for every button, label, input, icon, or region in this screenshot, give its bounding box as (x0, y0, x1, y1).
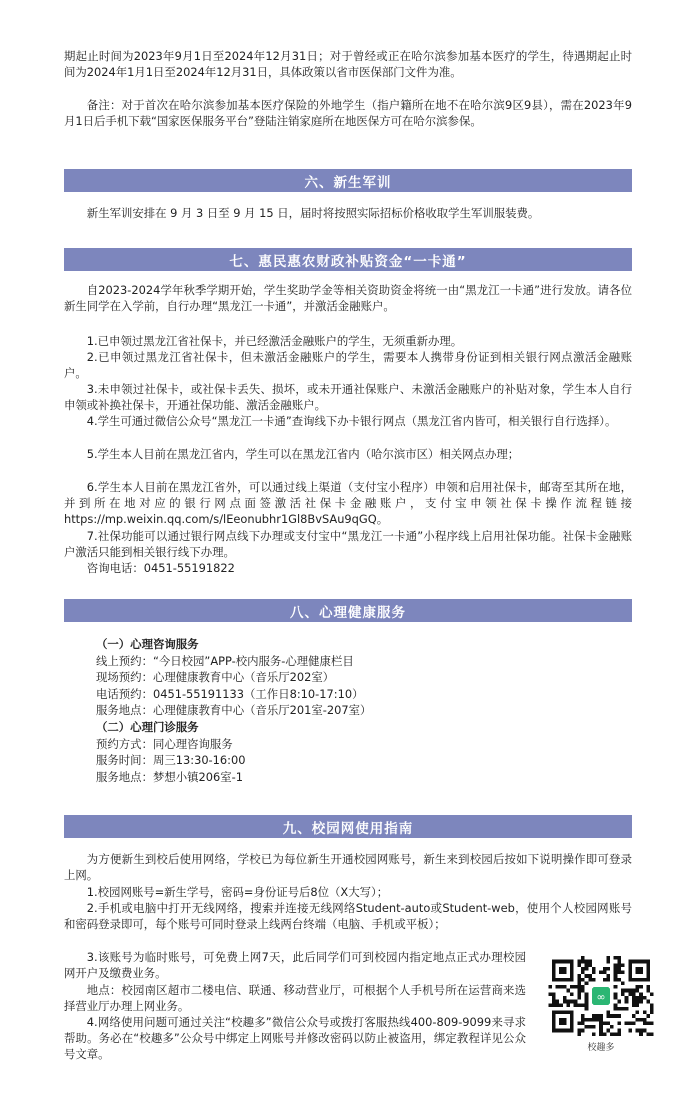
qr-cell (556, 1000, 560, 1004)
network-item-1: 1.校园网账号=新生学号，密码=身份证号后8位（X大写）； (86, 885, 389, 899)
qr-cell (628, 1021, 632, 1025)
qr-cell (614, 978, 618, 982)
qr-cell (639, 1029, 643, 1033)
qr-cell (621, 1007, 625, 1011)
clinic-booking: 预约方式：同心理咨询服务 (96, 736, 233, 751)
qr-cell (614, 992, 618, 996)
qr-cell (585, 1018, 589, 1022)
qr-cell (563, 996, 567, 1000)
qr-cell (599, 1021, 603, 1025)
qr-cell (588, 963, 592, 967)
qr-cell (636, 1011, 640, 1015)
qr-cell (617, 963, 621, 967)
qr-cell (603, 971, 607, 975)
qr-cell (548, 985, 552, 989)
qr-cell (617, 978, 621, 982)
one-card-intro: 自2023-2024学年秋季学期开始，学生奖助学金等相关资助资金将统一由“黑龙江一卡通”进行发放。请各位新生同学在入学前，自行办理“黑龙江一卡通”，并激活金融账户。 (64, 283, 632, 314)
qr-cell (581, 978, 585, 982)
section-title: 八、心理健康服务 (290, 604, 406, 621)
qr-cell (639, 985, 643, 989)
qr-cell (621, 963, 625, 967)
qr-cell (574, 985, 578, 989)
qr-cell (577, 978, 581, 982)
one-card-item-6: 6.学生本人目前在黑龙江省外，可以通过线上渠道（支付宝小程序）申领和启用社保卡，邮寄至其所在地，并到所在地对应的银行网点面签激活社保卡金融账户，支付宝申领社保卡操作流程链接https://mp.weixin.qq.com/s/lEeonubhr1Gl8BvSAu9qGQ。 (64, 480, 632, 527)
qr-cell (556, 985, 560, 989)
qr-cell (646, 989, 650, 993)
qr-cell (606, 960, 610, 964)
qr-cell (603, 1032, 607, 1036)
qr-cell (650, 1021, 654, 1025)
qr-cell (614, 963, 618, 967)
one-card-item-2: 2.已申领过黑龙江省社保卡，但未激活金融账户的学生，需要本人携带身份证到相关银行网点激活金融账户。 (64, 350, 632, 381)
qr-cell (621, 971, 625, 975)
network-item-2: 2.手机或电脑中打开无线网络，搜索并连接无线网络Student-auto或Student-web，使用个人校园网账号和密码登录即可，每个账号可同时登录上线两台终端（电脑、手机或平板）； (64, 901, 632, 932)
qr-cell (577, 974, 581, 978)
qr-cell (610, 1014, 614, 1018)
qr-cell (588, 960, 592, 964)
qr-cell (636, 996, 640, 1000)
qr-cell (639, 1018, 643, 1022)
qr-cell (606, 974, 610, 978)
qr-cell (617, 1021, 621, 1025)
counseling-online: 线上预约：“今日校园”APP-校内服务-心理健康栏目 (96, 653, 354, 668)
intro-paragraph: 期起止时间为2023年9月1日至2024年12月31日；对于曾经或正在哈尔滨参加基本医疗的学生，待遇期起止时间为2024年1月1日至2024年12月31日，具体政策以省市医保部门文件为准。 (64, 49, 632, 80)
qr-cell (588, 1025, 592, 1029)
qr-cell (614, 956, 618, 960)
qr-cell (588, 978, 592, 982)
qr-code-block (548, 956, 654, 1053)
qr-cell (577, 1021, 581, 1025)
qr-cell (559, 1003, 563, 1007)
qr-cell (646, 1021, 650, 1025)
qr-cell (617, 967, 621, 971)
qr-cell (581, 1029, 585, 1033)
qr-cell (614, 974, 618, 978)
qr-cell (548, 1003, 552, 1007)
qr-cell (625, 1021, 629, 1025)
qr-cell (577, 981, 581, 985)
qr-cell (614, 967, 618, 971)
one-card-item-4: 4.学生可通过微信公众号“黑龙江一卡通”查询线下办卡银行网点（黑龙江省内皆可，相关银行自行选择）。 (86, 414, 617, 428)
clinic-location: 服务地点：梦想小镇206室-1 (96, 769, 244, 784)
section-header-one-card (64, 248, 632, 271)
counseling-location: 服务地点：心理健康教育中心（音乐厅201室-207室） (96, 703, 372, 718)
qr-cell (581, 1003, 585, 1007)
qr-cell (566, 989, 570, 993)
qr-cell (581, 989, 585, 993)
qr-cell (650, 1032, 654, 1036)
qr-cell (548, 992, 552, 996)
qr-cell (617, 1032, 621, 1036)
qr-cell (617, 1007, 621, 1011)
qr-cell (581, 1014, 585, 1018)
qr-cell (585, 967, 589, 971)
qr-cell (603, 978, 607, 982)
network-item-3: 3.该账号为临时账号，可免费上网7天，此后同学们可到校园内指定地点正式办理校园网开户及缴费业务。 (64, 950, 526, 981)
qr-cell (577, 1029, 581, 1033)
qr-cell (625, 989, 629, 993)
qr-cell (581, 956, 585, 960)
qr-cell (632, 996, 636, 1000)
section-header-military-training (64, 169, 632, 192)
qr-cell (588, 1018, 592, 1022)
qr-cell (643, 1018, 647, 1022)
qr-cell (614, 1007, 618, 1011)
qr-cell (632, 992, 636, 996)
qr-cell (556, 1003, 560, 1007)
clinic-heading: （二）心理门诊服务 (96, 719, 199, 734)
qr-cell (577, 989, 581, 993)
section-header-mental-health (64, 599, 632, 622)
qr-cell (574, 1000, 578, 1004)
qr-cell (614, 1032, 618, 1036)
qr-cell (592, 971, 596, 975)
network-intro: 为方便新生到校后使用网络，学校已为每位新生开通校园网账号，新生来到校园后按如下说明操作即可登录上网。 (64, 852, 632, 883)
qr-cell (628, 992, 632, 996)
qr-cell (650, 992, 654, 996)
section-header-campus-network (64, 815, 632, 838)
qr-cell (559, 985, 563, 989)
qr-cell (606, 967, 610, 971)
qr-cell (552, 1003, 556, 1007)
qr-cell (614, 1003, 618, 1007)
qr-cell (617, 960, 621, 964)
clinic-time: 服务时间：周三13:30-16:00 (96, 753, 246, 768)
qr-cell (632, 1000, 636, 1004)
qr-cell (625, 1000, 629, 1004)
qr-caption: 校趣多 (587, 1043, 615, 1053)
qr-cell (577, 996, 581, 1000)
qr-cell (606, 956, 610, 960)
qr-cell (632, 1003, 636, 1007)
qr-cell (585, 1000, 589, 1004)
qr-cell (632, 1021, 636, 1025)
qr-cell (636, 1029, 640, 1033)
qr-cell (552, 1000, 556, 1004)
qr-cell (639, 1032, 643, 1036)
qr-cell (610, 1032, 614, 1036)
qr-cell (614, 971, 618, 975)
qr-cell (581, 1021, 585, 1025)
qr-cell (577, 960, 581, 964)
qr-cell (639, 992, 643, 996)
qr-cell (628, 1029, 632, 1033)
qr-cell (581, 1018, 585, 1022)
qr-cell (643, 1021, 647, 1025)
counseling-onsite: 现场预约：心理健康教育中心（音乐厅202室） (96, 670, 335, 685)
qr-code-icon (548, 956, 654, 1036)
qr-cell (628, 989, 632, 993)
qr-cell (643, 996, 647, 1000)
qr-cell (596, 1018, 600, 1022)
qr-cell (570, 992, 574, 996)
qr-cell (570, 985, 574, 989)
network-item-4: 4.网络使用问题可通过关注“校趣多”微信公众号或拨打客服热线400-809-9099来寻求帮助。务必在“校趣多”公众号中绑定上网账号并修改密码以防止被盗用，绑定教程详见公众号文章。 (64, 1015, 526, 1062)
one-card-item-5: 5.学生本人目前在黑龙江省内，学生可以在黑龙江省内（哈尔滨市区）相关网点办理； (86, 447, 520, 461)
qr-cell (592, 1014, 596, 1018)
qr-cell (632, 989, 636, 993)
qr-cell (563, 1000, 567, 1004)
qr-cell (566, 1000, 570, 1004)
qr-cell (617, 1000, 621, 1004)
qr-cell (599, 1014, 603, 1018)
qr-cell (606, 1021, 610, 1025)
qr-cell (581, 967, 585, 971)
qr-cell (606, 978, 610, 982)
qr-cell (625, 1007, 629, 1011)
qr-cell (606, 1029, 610, 1033)
qr-cell (585, 1007, 589, 1011)
qr-cell (574, 1003, 578, 1007)
qr-cell (621, 992, 625, 996)
qr-cell (599, 1032, 603, 1036)
one-card-item-7: 7.社保功能可以通过银行网点线下办理或支付宝中“黑龙江一卡通”小程序线上启用社保功能。社保卡金融账户激活只能到相关银行线下办理。 (64, 529, 632, 560)
qr-cell (610, 1025, 614, 1029)
qr-cell (646, 1032, 650, 1036)
intro-note: 备注：对于首次在哈尔滨参加基本医疗保险的外地学生（指户籍所在地不在哈尔滨9区9县），需在2023年9月1日后手机下载“国家医保服务平台”登陆注销家庭所在地医保方可在哈尔滨参保。 (64, 98, 632, 129)
qr-cell (563, 985, 567, 989)
qr-cell (606, 1011, 610, 1015)
qr-cell (552, 992, 556, 996)
qr-cell (606, 1014, 610, 1018)
qr-cell (585, 963, 589, 967)
qr-cell (577, 963, 581, 967)
qr-cell (592, 967, 596, 971)
qr-cell (577, 992, 581, 996)
qr-cell (603, 967, 607, 971)
qr-cell (617, 1029, 621, 1033)
section-title: 七、惠民惠农财政补贴资金“一卡通” (229, 253, 467, 270)
qr-cell (599, 1018, 603, 1022)
qr-cell (585, 996, 589, 1000)
qr-cell (581, 985, 585, 989)
one-card-phone: 咨询电话：0451-55191822 (86, 561, 235, 575)
qr-cell (636, 1018, 640, 1022)
qr-cell (646, 985, 650, 989)
counseling-heading: （一）心理咨询服务 (96, 637, 199, 651)
qr-cell (566, 1003, 570, 1007)
qr-cell (581, 971, 585, 975)
qr-cell (632, 1014, 636, 1018)
qr-cell (650, 1003, 654, 1007)
qr-cell (646, 1014, 650, 1018)
counseling-phone: 电话预约：0451-55191133（工作日8:10-17:10） (96, 686, 364, 701)
qr-cell (636, 1003, 640, 1007)
qr-cell (625, 996, 629, 1000)
qr-cell (596, 1014, 600, 1018)
qr-cell (643, 1029, 647, 1033)
qr-cell (636, 989, 640, 993)
qr-cell (577, 1032, 581, 1036)
qr-cell (585, 960, 589, 964)
qr-cell (617, 1014, 621, 1018)
qr-cell (621, 981, 625, 985)
qr-cell (639, 996, 643, 1000)
qr-cell (588, 974, 592, 978)
qr-cell (614, 996, 618, 1000)
qr-cell (650, 1011, 654, 1015)
qr-cell (585, 974, 589, 978)
qr-cell (577, 1003, 581, 1007)
qr-cell (585, 1003, 589, 1007)
section-title: 九、校园网使用指南 (282, 820, 414, 837)
one-card-item-3: 3.未申领过社保卡，或社保卡丢失、损坏，或未开通社保账户、未激活金融账户的补贴对象，学生本人自行申领或补换社保卡，开通社保功能、激活金融账户。 (64, 382, 632, 413)
qr-cell (643, 1011, 647, 1015)
qr-cell (592, 1025, 596, 1029)
one-card-item-1: 1.已申领过黑龙江省社保卡，并已经激活金融账户的学生，无须重新办理。 (86, 334, 463, 348)
qr-cell (585, 992, 589, 996)
qr-cell (603, 1021, 607, 1025)
qr-cell (617, 971, 621, 975)
qr-cell (621, 989, 625, 993)
qr-cell (614, 1014, 618, 1018)
qr-cell (592, 978, 596, 982)
qr-cell (599, 971, 603, 975)
svg-text:∞: ∞ (596, 990, 606, 1004)
qr-cell (585, 1025, 589, 1029)
qr-cell (636, 1000, 640, 1004)
qr-cell (581, 960, 585, 964)
qr-cell (577, 985, 581, 989)
qr-cell (552, 996, 556, 1000)
qr-cell (614, 985, 618, 989)
qr-cell (636, 985, 640, 989)
qr-cell (639, 1000, 643, 1004)
qr-cell (592, 1018, 596, 1022)
qr-cell (650, 1007, 654, 1011)
qr-cell (599, 1025, 603, 1029)
section-title: 六、新生军训 (304, 174, 392, 191)
mental-health-list (96, 636, 616, 785)
qr-cell (617, 956, 621, 960)
military-training-paragraph: 新生军训安排在 9 月 3 日至 9 月 15 日，届时将按照实际招标价格收取学生军训服装费。 (86, 206, 540, 220)
qr-cell (646, 1000, 650, 1004)
qr-cell (592, 1032, 596, 1036)
qr-cell (585, 981, 589, 985)
qr-cell (570, 1000, 574, 1004)
network-location: 地点：校园南区超市二楼电信、联通、移动营业厅，可根据个人手机号所在运营商来选择营业厅办理上网业务。 (64, 983, 526, 1014)
qr-cell (599, 1029, 603, 1033)
